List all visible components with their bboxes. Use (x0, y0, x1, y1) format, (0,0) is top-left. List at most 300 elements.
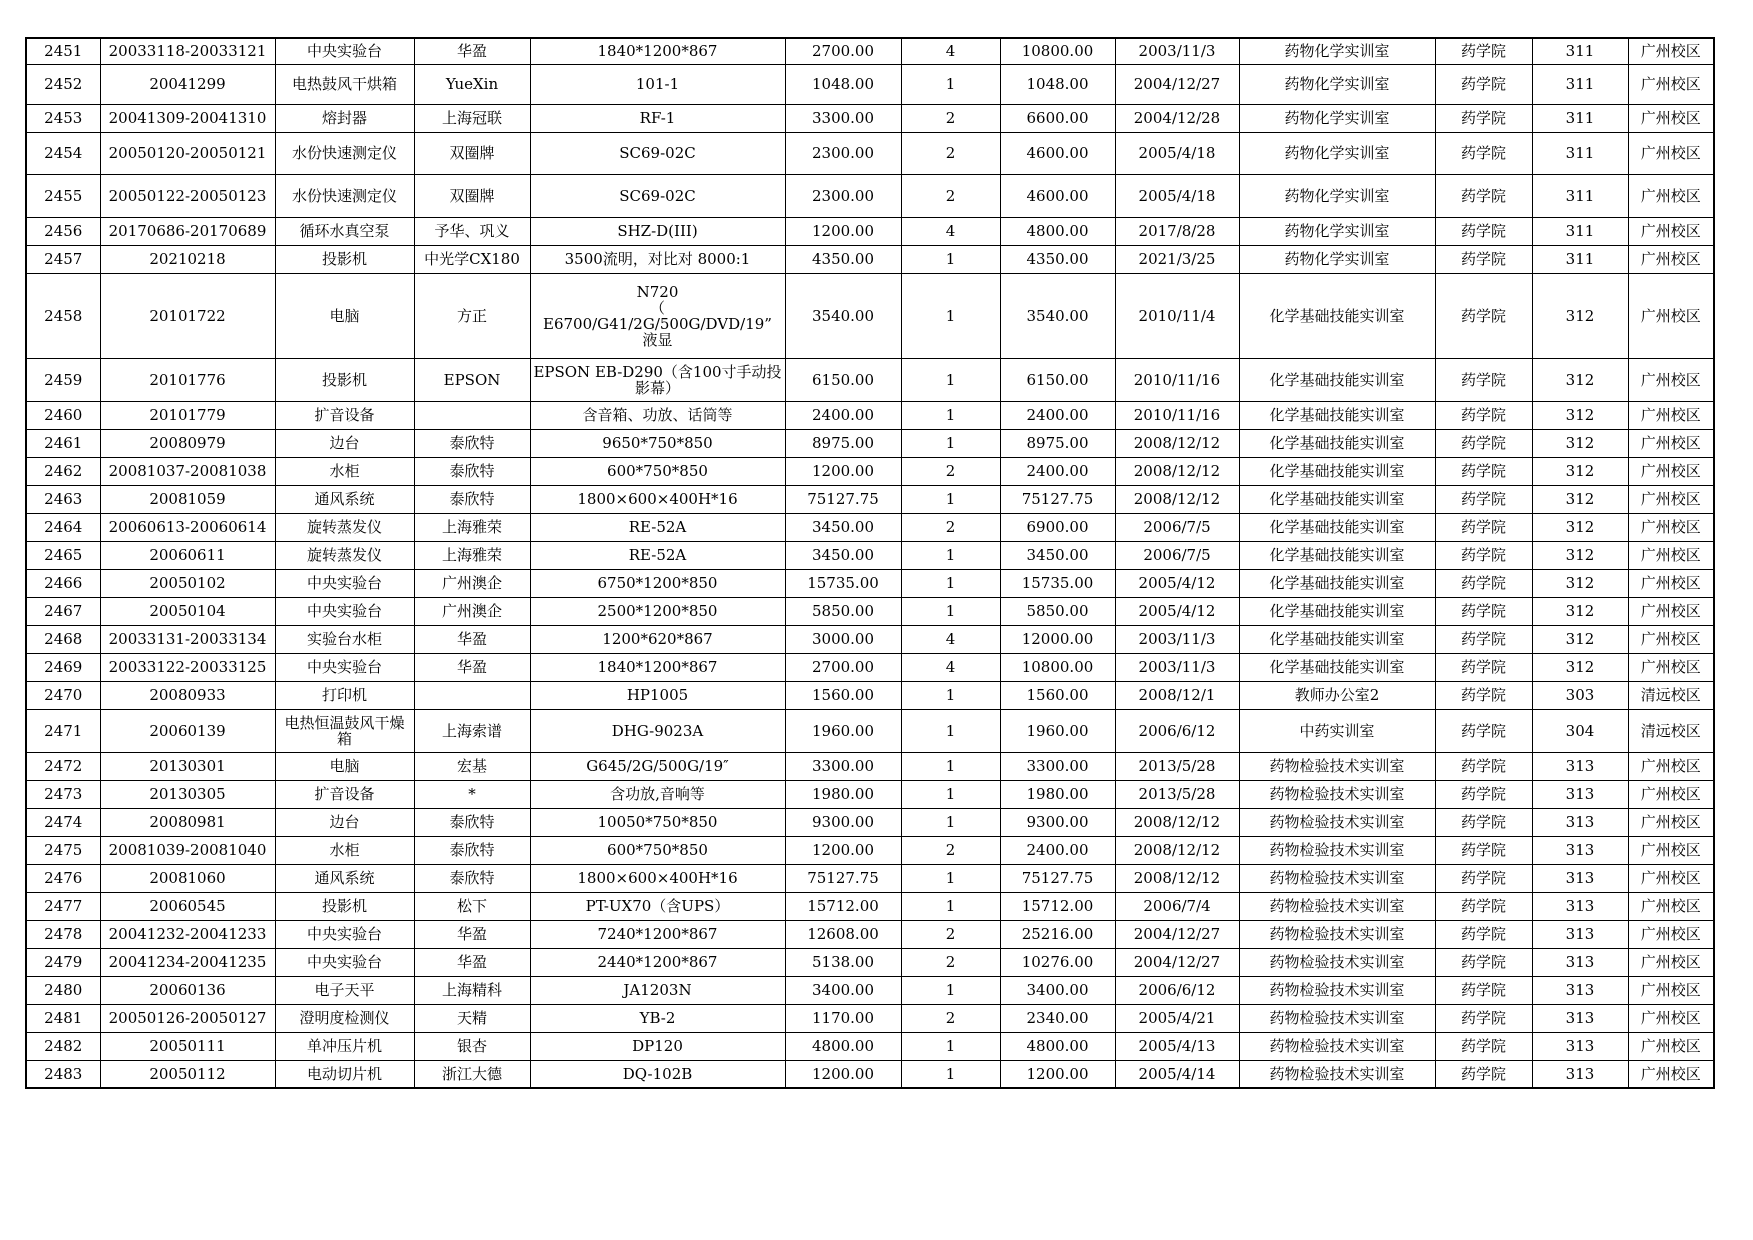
purchase-date-cell: 2006/7/5 (1115, 513, 1239, 541)
department-cell: 药学院 (1435, 217, 1532, 245)
room-no-cell: 312 (1532, 457, 1628, 485)
campus-cell: 广州校区 (1628, 64, 1714, 104)
purchase-date-cell: 2004/12/27 (1115, 948, 1239, 976)
unit-price-cell: 3300.00 (785, 752, 901, 780)
campus-cell: 广州校区 (1628, 401, 1714, 429)
asset-code-cell: 20080979 (100, 429, 275, 457)
seq-no-cell: 2452 (26, 64, 100, 104)
campus-cell: 广州校区 (1628, 429, 1714, 457)
lab-location-cell: 化学基础技能实训室 (1239, 625, 1435, 653)
department-cell: 药学院 (1435, 808, 1532, 836)
brand-cell: 泰欣特 (414, 429, 530, 457)
brand-cell: * (414, 780, 530, 808)
purchase-date-cell: 2008/12/12 (1115, 864, 1239, 892)
asset-code-cell: 20060139 (100, 709, 275, 752)
equipment-name-cell: 投影机 (275, 245, 414, 273)
department-cell: 药学院 (1435, 709, 1532, 752)
equipment-name-cell: 水柜 (275, 836, 414, 864)
spec-model-cell: YB-2 (530, 1004, 785, 1032)
asset-code-cell: 20060613-20060614 (100, 513, 275, 541)
seq-no-cell: 2463 (26, 485, 100, 513)
lab-location-cell: 化学基础技能实训室 (1239, 653, 1435, 681)
asset-code-cell: 20081039-20081040 (100, 836, 275, 864)
spec-model-cell: DP120 (530, 1032, 785, 1060)
spec-model-cell: DQ-102B (530, 1060, 785, 1088)
seq-no-cell: 2480 (26, 976, 100, 1004)
spec-model-cell: 10050*750*850 (530, 808, 785, 836)
purchase-date-cell: 2008/12/12 (1115, 457, 1239, 485)
quantity-cell: 1 (901, 485, 1000, 513)
room-no-cell: 313 (1532, 752, 1628, 780)
equipment-name-cell: 单冲压片机 (275, 1032, 414, 1060)
asset-code-cell: 20041299 (100, 64, 275, 104)
brand-cell: 广州澳企 (414, 569, 530, 597)
lab-location-cell: 药物化学实训室 (1239, 245, 1435, 273)
lab-location-cell: 化学基础技能实训室 (1239, 569, 1435, 597)
room-no-cell: 313 (1532, 976, 1628, 1004)
department-cell: 药学院 (1435, 681, 1532, 709)
spec-model-cell: 含功放,音响等 (530, 780, 785, 808)
campus-cell: 广州校区 (1628, 836, 1714, 864)
total-amount-cell: 6600.00 (1000, 104, 1115, 132)
unit-price-cell: 3300.00 (785, 104, 901, 132)
total-amount-cell: 4350.00 (1000, 245, 1115, 273)
brand-cell: 华盈 (414, 625, 530, 653)
brand-cell: 双圈牌 (414, 174, 530, 217)
seq-no-cell: 2469 (26, 653, 100, 681)
spec-model-cell: PT-UX70（含UPS） (530, 892, 785, 920)
equipment-name-cell: 水柜 (275, 457, 414, 485)
quantity-cell: 2 (901, 513, 1000, 541)
purchase-date-cell: 2010/11/4 (1115, 273, 1239, 358)
campus-cell: 广州校区 (1628, 808, 1714, 836)
purchase-date-cell: 2005/4/12 (1115, 569, 1239, 597)
total-amount-cell: 15712.00 (1000, 892, 1115, 920)
table-row (26, 864, 1714, 892)
table-row (26, 569, 1714, 597)
department-cell: 药学院 (1435, 485, 1532, 513)
spec-model-cell: SC69-02C (530, 132, 785, 174)
campus-cell: 广州校区 (1628, 892, 1714, 920)
brand-cell: 上海索谱 (414, 709, 530, 752)
seq-no-cell: 2467 (26, 597, 100, 625)
quantity-cell: 4 (901, 217, 1000, 245)
purchase-date-cell: 2004/12/27 (1115, 64, 1239, 104)
room-no-cell: 312 (1532, 358, 1628, 401)
brand-cell: 予华、巩义 (414, 217, 530, 245)
spec-model-cell: SC69-02C (530, 174, 785, 217)
total-amount-cell: 2400.00 (1000, 836, 1115, 864)
total-amount-cell: 75127.75 (1000, 485, 1115, 513)
purchase-date-cell: 2004/12/28 (1115, 104, 1239, 132)
total-amount-cell: 25216.00 (1000, 920, 1115, 948)
seq-no-cell: 2482 (26, 1032, 100, 1060)
total-amount-cell: 12000.00 (1000, 625, 1115, 653)
room-no-cell: 311 (1532, 217, 1628, 245)
brand-cell: 双圈牌 (414, 132, 530, 174)
room-no-cell: 312 (1532, 485, 1628, 513)
campus-cell: 广州校区 (1628, 569, 1714, 597)
campus-cell: 广州校区 (1628, 1032, 1714, 1060)
equipment-name-cell: 中央实验台 (275, 653, 414, 681)
lab-location-cell: 药物化学实训室 (1239, 38, 1435, 64)
table-row (26, 752, 1714, 780)
purchase-date-cell: 2006/6/12 (1115, 976, 1239, 1004)
asset-code-cell: 20050102 (100, 569, 275, 597)
department-cell: 药学院 (1435, 429, 1532, 457)
quantity-cell: 1 (901, 273, 1000, 358)
lab-location-cell: 中药实训室 (1239, 709, 1435, 752)
asset-code-cell: 20081060 (100, 864, 275, 892)
asset-code-cell: 20080981 (100, 808, 275, 836)
quantity-cell: 1 (901, 64, 1000, 104)
total-amount-cell: 10800.00 (1000, 38, 1115, 64)
purchase-date-cell: 2005/4/18 (1115, 174, 1239, 217)
brand-cell: 上海雅荣 (414, 541, 530, 569)
table-row (26, 892, 1714, 920)
purchase-date-cell: 2008/12/12 (1115, 808, 1239, 836)
room-no-cell: 303 (1532, 681, 1628, 709)
unit-price-cell: 5850.00 (785, 597, 901, 625)
equipment-name-cell: 投影机 (275, 358, 414, 401)
asset-code-cell: 20033118-20033121 (100, 38, 275, 64)
campus-cell: 广州校区 (1628, 132, 1714, 174)
spec-model-cell: G645/2G/500G/19″ (530, 752, 785, 780)
spec-model-cell: 101-1 (530, 64, 785, 104)
quantity-cell: 2 (901, 174, 1000, 217)
unit-price-cell: 1200.00 (785, 457, 901, 485)
asset-code-cell: 20101722 (100, 273, 275, 358)
brand-cell: 华盈 (414, 920, 530, 948)
spec-model-cell: JA1203N (530, 976, 785, 1004)
room-no-cell: 313 (1532, 1032, 1628, 1060)
inventory-table (25, 37, 1715, 1089)
quantity-cell: 2 (901, 920, 1000, 948)
total-amount-cell: 3450.00 (1000, 541, 1115, 569)
seq-no-cell: 2474 (26, 808, 100, 836)
campus-cell: 广州校区 (1628, 597, 1714, 625)
spec-model-cell: SHZ-D(III) (530, 217, 785, 245)
asset-code-cell: 20060136 (100, 976, 275, 1004)
unit-price-cell: 3540.00 (785, 273, 901, 358)
seq-no-cell: 2476 (26, 864, 100, 892)
department-cell: 药学院 (1435, 569, 1532, 597)
lab-location-cell: 药物检验技术实训室 (1239, 948, 1435, 976)
brand-cell: 天精 (414, 1004, 530, 1032)
spec-model-cell: EPSON EB-D290（含100寸手动投影幕） (530, 358, 785, 401)
department-cell: 药学院 (1435, 174, 1532, 217)
campus-cell: 广州校区 (1628, 485, 1714, 513)
brand-cell: 华盈 (414, 948, 530, 976)
unit-price-cell: 2400.00 (785, 401, 901, 429)
total-amount-cell: 1200.00 (1000, 1060, 1115, 1088)
equipment-name-cell: 水份快速测定仪 (275, 132, 414, 174)
seq-no-cell: 2475 (26, 836, 100, 864)
quantity-cell: 2 (901, 1004, 1000, 1032)
lab-location-cell: 药物检验技术实训室 (1239, 892, 1435, 920)
table-row (26, 808, 1714, 836)
quantity-cell: 1 (901, 541, 1000, 569)
spec-model-cell: RE-52A (530, 513, 785, 541)
unit-price-cell: 75127.75 (785, 864, 901, 892)
unit-price-cell: 1200.00 (785, 1060, 901, 1088)
table-row (26, 485, 1714, 513)
equipment-name-cell: 边台 (275, 808, 414, 836)
unit-price-cell: 2300.00 (785, 174, 901, 217)
table-row (26, 948, 1714, 976)
quantity-cell: 1 (901, 752, 1000, 780)
purchase-date-cell: 2008/12/12 (1115, 836, 1239, 864)
brand-cell (414, 681, 530, 709)
equipment-name-cell: 中央实验台 (275, 569, 414, 597)
asset-code-cell: 20210218 (100, 245, 275, 273)
equipment-name-cell: 循环水真空泵 (275, 217, 414, 245)
brand-cell (414, 401, 530, 429)
table-row (26, 836, 1714, 864)
quantity-cell: 4 (901, 653, 1000, 681)
department-cell: 药学院 (1435, 780, 1532, 808)
purchase-date-cell: 2021/3/25 (1115, 245, 1239, 273)
campus-cell: 广州校区 (1628, 457, 1714, 485)
department-cell: 药学院 (1435, 892, 1532, 920)
seq-no-cell: 2473 (26, 780, 100, 808)
room-no-cell: 311 (1532, 104, 1628, 132)
department-cell: 药学院 (1435, 976, 1532, 1004)
department-cell: 药学院 (1435, 653, 1532, 681)
equipment-name-cell: 投影机 (275, 892, 414, 920)
unit-price-cell: 2300.00 (785, 132, 901, 174)
equipment-name-cell: 熔封器 (275, 104, 414, 132)
quantity-cell: 4 (901, 38, 1000, 64)
brand-cell: 银杏 (414, 1032, 530, 1060)
lab-location-cell: 化学基础技能实训室 (1239, 401, 1435, 429)
room-no-cell: 312 (1532, 653, 1628, 681)
campus-cell: 广州校区 (1628, 864, 1714, 892)
room-no-cell: 304 (1532, 709, 1628, 752)
quantity-cell: 1 (901, 358, 1000, 401)
room-no-cell: 313 (1532, 892, 1628, 920)
lab-location-cell: 化学基础技能实训室 (1239, 273, 1435, 358)
department-cell: 药学院 (1435, 1032, 1532, 1060)
quantity-cell: 4 (901, 625, 1000, 653)
room-no-cell: 313 (1532, 1060, 1628, 1088)
asset-code-cell: 20081037-20081038 (100, 457, 275, 485)
unit-price-cell: 8975.00 (785, 429, 901, 457)
total-amount-cell: 3300.00 (1000, 752, 1115, 780)
purchase-date-cell: 2010/11/16 (1115, 401, 1239, 429)
unit-price-cell: 12608.00 (785, 920, 901, 948)
equipment-name-cell: 中央实验台 (275, 948, 414, 976)
campus-cell: 广州校区 (1628, 948, 1714, 976)
total-amount-cell: 10276.00 (1000, 948, 1115, 976)
asset-code-cell: 20050112 (100, 1060, 275, 1088)
seq-no-cell: 2471 (26, 709, 100, 752)
total-amount-cell: 6150.00 (1000, 358, 1115, 401)
table-row (26, 653, 1714, 681)
asset-code-cell: 20050104 (100, 597, 275, 625)
table-row (26, 976, 1714, 1004)
spec-model-cell: 含音箱、功放、话筒等 (530, 401, 785, 429)
spec-model-cell: 2440*1200*867 (530, 948, 785, 976)
unit-price-cell: 3400.00 (785, 976, 901, 1004)
purchase-date-cell: 2006/7/4 (1115, 892, 1239, 920)
lab-location-cell: 药物化学实训室 (1239, 174, 1435, 217)
seq-no-cell: 2462 (26, 457, 100, 485)
unit-price-cell: 1048.00 (785, 64, 901, 104)
total-amount-cell: 3540.00 (1000, 273, 1115, 358)
total-amount-cell: 3400.00 (1000, 976, 1115, 1004)
equipment-name-cell: 电脑 (275, 752, 414, 780)
campus-cell: 广州校区 (1628, 217, 1714, 245)
department-cell: 药学院 (1435, 38, 1532, 64)
room-no-cell: 311 (1532, 245, 1628, 273)
unit-price-cell: 4350.00 (785, 245, 901, 273)
asset-code-cell: 20041234-20041235 (100, 948, 275, 976)
total-amount-cell: 4600.00 (1000, 132, 1115, 174)
total-amount-cell: 15735.00 (1000, 569, 1115, 597)
room-no-cell: 312 (1532, 541, 1628, 569)
purchase-date-cell: 2005/4/13 (1115, 1032, 1239, 1060)
asset-code-cell: 20130301 (100, 752, 275, 780)
equipment-name-cell: 中央实验台 (275, 597, 414, 625)
department-cell: 药学院 (1435, 1060, 1532, 1088)
equipment-name-cell: 边台 (275, 429, 414, 457)
quantity-cell: 1 (901, 597, 1000, 625)
total-amount-cell: 4600.00 (1000, 174, 1115, 217)
unit-price-cell: 15735.00 (785, 569, 901, 597)
purchase-date-cell: 2003/11/3 (1115, 625, 1239, 653)
purchase-date-cell: 2013/5/28 (1115, 780, 1239, 808)
brand-cell: 泰欣特 (414, 808, 530, 836)
table-row (26, 920, 1714, 948)
purchase-date-cell: 2003/11/3 (1115, 38, 1239, 64)
lab-location-cell: 药物检验技术实训室 (1239, 752, 1435, 780)
room-no-cell: 313 (1532, 836, 1628, 864)
table-row (26, 429, 1714, 457)
asset-code-cell: 20101779 (100, 401, 275, 429)
department-cell: 药学院 (1435, 752, 1532, 780)
spec-model-cell: N720 （ E6700/G41/2G/500G/DVD/19” 液显 (530, 273, 785, 358)
department-cell: 药学院 (1435, 864, 1532, 892)
spec-model-cell: DHG-9023A (530, 709, 785, 752)
asset-code-cell: 20081059 (100, 485, 275, 513)
unit-price-cell: 6150.00 (785, 358, 901, 401)
campus-cell: 广州校区 (1628, 104, 1714, 132)
spec-model-cell: 2500*1200*850 (530, 597, 785, 625)
spec-model-cell: 6750*1200*850 (530, 569, 785, 597)
unit-price-cell: 1200.00 (785, 836, 901, 864)
equipment-name-cell: 打印机 (275, 681, 414, 709)
campus-cell: 广州校区 (1628, 625, 1714, 653)
purchase-date-cell: 2005/4/21 (1115, 1004, 1239, 1032)
room-no-cell: 312 (1532, 569, 1628, 597)
spec-model-cell: RF-1 (530, 104, 785, 132)
equipment-name-cell: 旋转蒸发仪 (275, 513, 414, 541)
purchase-date-cell: 2006/7/5 (1115, 541, 1239, 569)
brand-cell: YueXin (414, 64, 530, 104)
campus-cell: 广州校区 (1628, 38, 1714, 64)
brand-cell: 泰欣特 (414, 457, 530, 485)
campus-cell: 清远校区 (1628, 681, 1714, 709)
campus-cell: 广州校区 (1628, 513, 1714, 541)
quantity-cell: 2 (901, 104, 1000, 132)
seq-no-cell: 2483 (26, 1060, 100, 1088)
lab-location-cell: 化学基础技能实训室 (1239, 513, 1435, 541)
total-amount-cell: 9300.00 (1000, 808, 1115, 836)
room-no-cell: 313 (1532, 808, 1628, 836)
spec-model-cell: 9650*750*850 (530, 429, 785, 457)
table-row (26, 681, 1714, 709)
equipment-name-cell: 扩音设备 (275, 401, 414, 429)
unit-price-cell: 9300.00 (785, 808, 901, 836)
spec-model-cell: 600*750*850 (530, 836, 785, 864)
department-cell: 药学院 (1435, 948, 1532, 976)
equipment-name-cell: 中央实验台 (275, 38, 414, 64)
room-no-cell: 313 (1532, 920, 1628, 948)
asset-code-cell: 20080933 (100, 681, 275, 709)
quantity-cell: 1 (901, 401, 1000, 429)
table-row (26, 104, 1714, 132)
quantity-cell: 1 (901, 780, 1000, 808)
seq-no-cell: 2451 (26, 38, 100, 64)
equipment-name-cell: 电热鼓风干烘箱 (275, 64, 414, 104)
brand-cell: 中光学CX180 (414, 245, 530, 273)
room-no-cell: 311 (1532, 64, 1628, 104)
table-row (26, 1060, 1714, 1088)
unit-price-cell: 1980.00 (785, 780, 901, 808)
department-cell: 药学院 (1435, 457, 1532, 485)
room-no-cell: 312 (1532, 513, 1628, 541)
seq-no-cell: 2477 (26, 892, 100, 920)
table-row (26, 217, 1714, 245)
department-cell: 药学院 (1435, 64, 1532, 104)
seq-no-cell: 2466 (26, 569, 100, 597)
purchase-date-cell: 2004/12/27 (1115, 920, 1239, 948)
quantity-cell: 1 (901, 976, 1000, 1004)
seq-no-cell: 2472 (26, 752, 100, 780)
table-row (26, 780, 1714, 808)
table-row (26, 64, 1714, 104)
room-no-cell: 313 (1532, 864, 1628, 892)
room-no-cell: 313 (1532, 1004, 1628, 1032)
unit-price-cell: 75127.75 (785, 485, 901, 513)
seq-no-cell: 2460 (26, 401, 100, 429)
asset-code-cell: 20101776 (100, 358, 275, 401)
brand-cell: 泰欣特 (414, 836, 530, 864)
total-amount-cell: 1048.00 (1000, 64, 1115, 104)
equipment-name-cell: 电子天平 (275, 976, 414, 1004)
campus-cell: 广州校区 (1628, 358, 1714, 401)
campus-cell: 广州校区 (1628, 920, 1714, 948)
unit-price-cell: 15712.00 (785, 892, 901, 920)
table-row (26, 709, 1714, 752)
equipment-name-cell: 电脑 (275, 273, 414, 358)
room-no-cell: 311 (1532, 38, 1628, 64)
total-amount-cell: 1980.00 (1000, 780, 1115, 808)
brand-cell: 泰欣特 (414, 485, 530, 513)
quantity-cell: 1 (901, 429, 1000, 457)
equipment-name-cell: 电动切片机 (275, 1060, 414, 1088)
table-row (26, 401, 1714, 429)
brand-cell: 松下 (414, 892, 530, 920)
table-row (26, 457, 1714, 485)
brand-cell: 宏基 (414, 752, 530, 780)
inventory-body (26, 38, 1714, 1088)
brand-cell: 上海雅荣 (414, 513, 530, 541)
total-amount-cell: 1960.00 (1000, 709, 1115, 752)
lab-location-cell: 药物化学实训室 (1239, 64, 1435, 104)
department-cell: 药学院 (1435, 104, 1532, 132)
